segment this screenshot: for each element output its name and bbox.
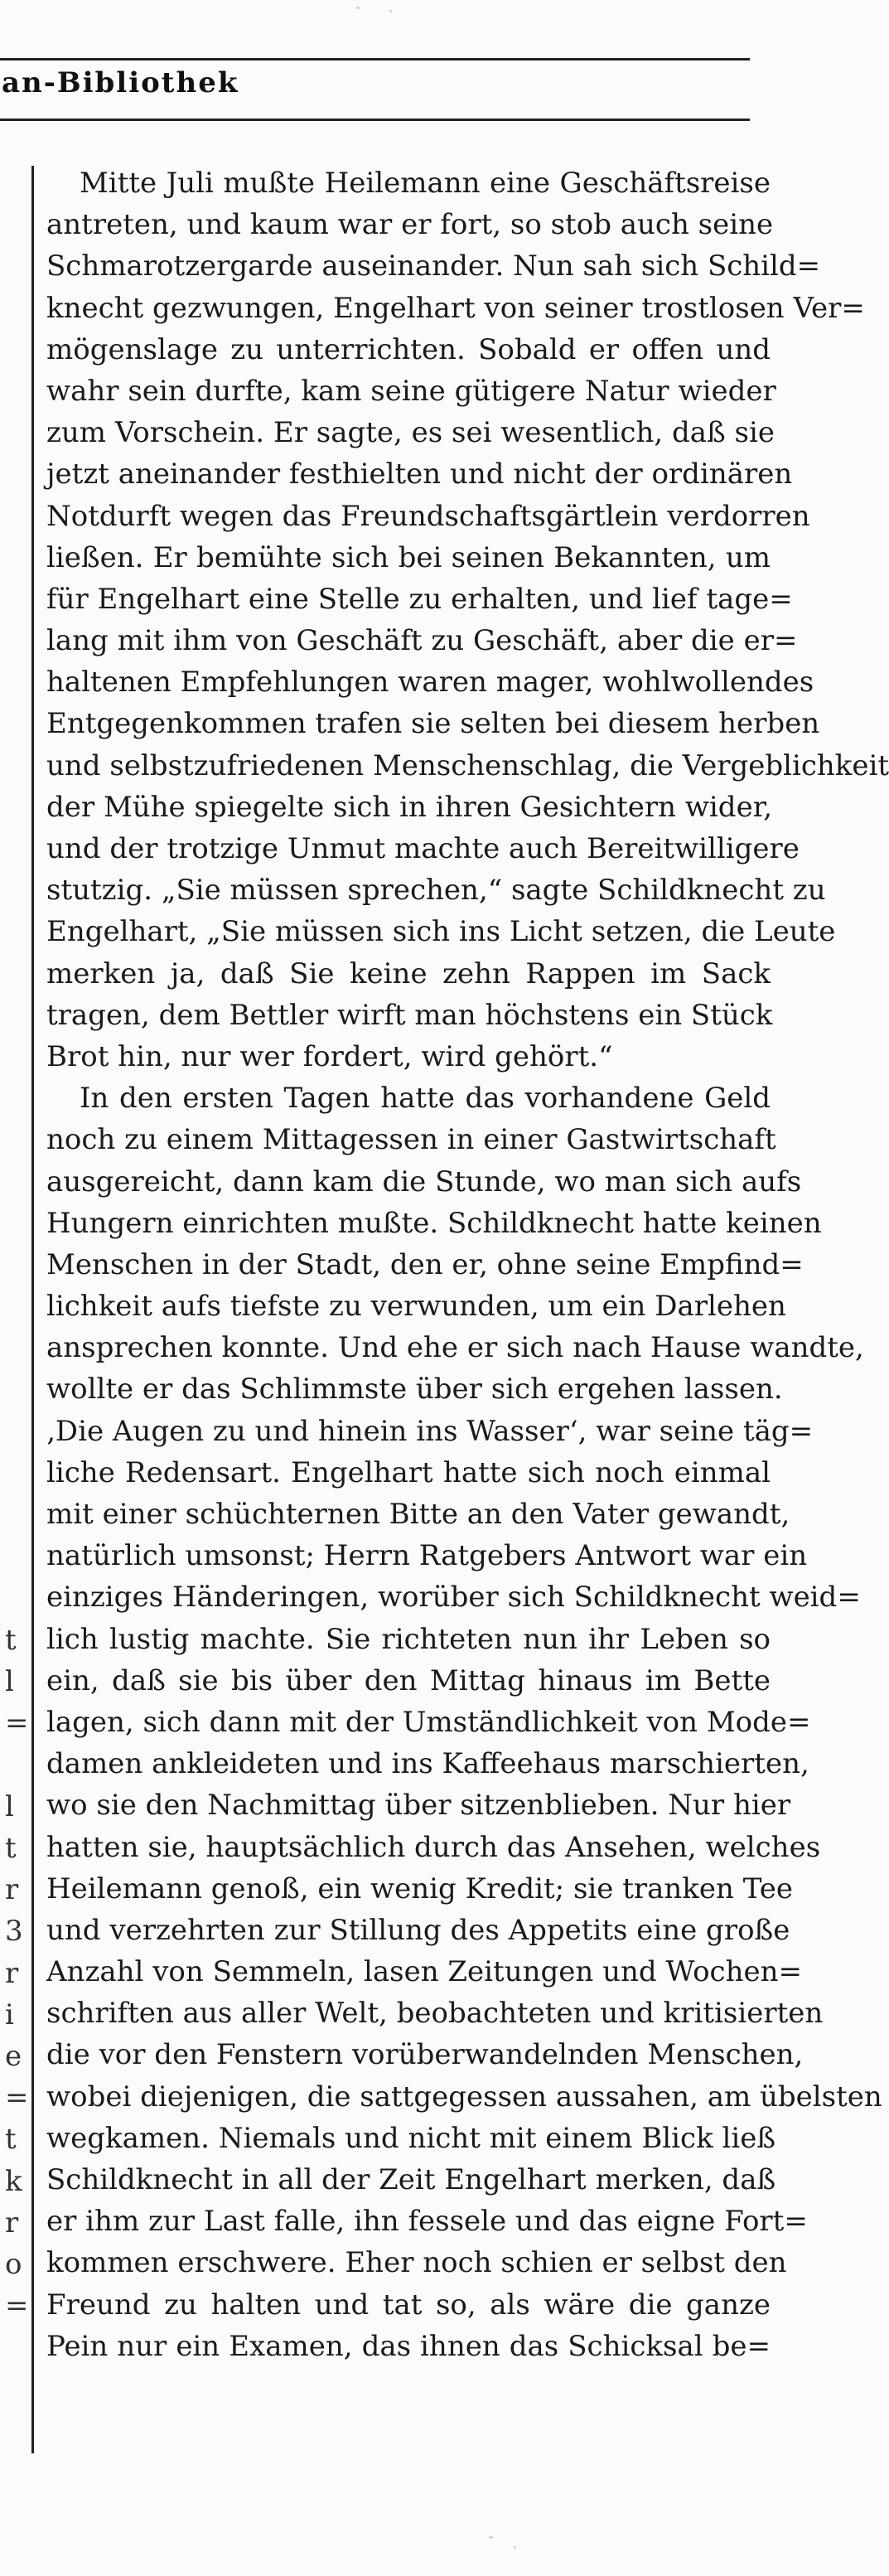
text-line: ließen. Er bemühte sich bei seinen Bekannten, um	[46, 540, 771, 574]
edge-fragment: t	[5, 1832, 17, 1865]
text-line: lich lustig machte. Sie richteten nun ihr Leben so	[46, 1622, 771, 1656]
text-line: lichkeit aufs tiefste zu verwunden, um ein Darlehen	[46, 1290, 786, 1324]
text-line: Anzahl von Semmeln, lasen Zeitungen und Wochen=	[46, 1955, 803, 1989]
text-line: ausgereicht, dann kam die Stunde, wo man sich aufs	[46, 1165, 802, 1198]
text-line: Notdurft wegen das Freundschaftsgärtlein verdorren	[46, 499, 810, 533]
text-line: die vor den Fenstern vorüberwandelnden Menschen,	[46, 2038, 804, 2072]
scan-speckle	[356, 7, 360, 9]
text-line: Hungern einrichten mußte. Schildknecht hatte keinen	[46, 1206, 822, 1240]
text-line: Brot hin, nur wer fordert, wird gehört.“	[46, 1039, 613, 1073]
text-line: antreten, und kaum war er fort, so stob auch seine	[46, 208, 774, 242]
text-line: und selbstzufriedenen Menschenschlag, die Vergeblichkeit	[46, 748, 889, 782]
text-line: Schildknecht in all der Zeit Engelhart merken, daß	[46, 2163, 776, 2196]
running-head: an-Bibliothek	[2, 66, 239, 99]
text-line: hatten sie, hauptsächlich durch das Ansehen, welches	[46, 1830, 821, 1864]
edge-fragment: r	[5, 1873, 19, 1907]
text-line: ein, daß sie bis über den Mittag hinaus im Bette	[46, 1663, 771, 1697]
text-line: mögenslage zu unterrichten. Sobald er offen und	[46, 332, 771, 366]
edge-fragment: =	[5, 1707, 29, 1741]
text-line: haltenen Empfehlungen waren mager, wohlwollendes	[46, 666, 814, 700]
edge-fragment: o	[5, 2248, 22, 2281]
text-line: lagen, sich dann mit der Umständlichkeit von Mode=	[46, 1705, 811, 1739]
text-line: mit einer schüchternen Bitte an den Vater gewandt,	[46, 1498, 790, 1531]
text-line: wo sie den Nachmittag über sitzenblieben. Nur hier	[46, 1789, 791, 1823]
edge-fragment: l	[5, 1665, 14, 1699]
scan-speckle	[489, 2536, 493, 2539]
text-line: tragen, dem Bettler wirft man höchstens ein Stück	[46, 998, 773, 1032]
edge-fragment: r	[5, 1956, 19, 1990]
text-line: damen ankleideten und ins Kaffeehaus marschierten,	[46, 1747, 809, 1781]
text-line: und verzehrten zur Stillung des Appetits eine große	[46, 1913, 790, 1947]
text-line: und der trotzige Unmut machte auch Bereitwilligere	[46, 832, 800, 865]
edge-fragment: =	[5, 2081, 29, 2115]
header-top-rule	[0, 58, 750, 61]
text-line: Freund zu halten und tat so, als wäre die ganze	[46, 2288, 771, 2322]
text-line: wollte er das Schlimmste über sich ergehen lassen.	[46, 1373, 783, 1407]
text-line: kommen erschwere. Eher noch schien er selbst den	[46, 2246, 787, 2280]
edge-fragment: 3	[5, 1915, 23, 1949]
text-line: der Mühe spiegelte sich in ihren Gesichtern wider,	[46, 790, 773, 824]
text-line: Pein nur ein Examen, das ihnen das Schicksal be=	[46, 2329, 771, 2363]
edge-fragment: t	[5, 1624, 17, 1657]
text-line: In den ersten Tagen hatte das vorhandene Geld	[80, 1082, 771, 1116]
column-divider	[31, 166, 34, 2453]
scan-speckle	[389, 10, 392, 12]
text-line: Schmarotzergarde auseinander. Nun sah sich Schild=	[46, 249, 821, 283]
text-line: noch zu einem Mittagessen in einer Gastwirtschaft	[46, 1123, 776, 1157]
neighbor-column-fragments	[5, 0, 28, 2576]
text-line: merken ja, daß Sie keine zehn Rappen im Sack	[46, 956, 771, 990]
text-line: stutzig. „Sie müssen sprechen,“ sagte Schildknecht zu	[46, 874, 826, 908]
edge-fragment: t	[5, 2123, 17, 2157]
body-text	[46, 162, 889, 2367]
text-line: er ihm zur Last falle, ihn fessele und das eigne Fort=	[46, 2205, 808, 2239]
edge-fragment: =	[5, 2289, 29, 2323]
text-line: ansprechen konnte. Und ehe er sich nach Hause wandte,	[46, 1331, 864, 1365]
edge-fragment: e	[5, 2040, 22, 2073]
edge-fragment: k	[5, 2164, 22, 2198]
text-line: wegkamen. Niemals und nicht mit einem Blick ließ	[46, 2121, 776, 2155]
text-line: Mitte Juli mußte Heilemann eine Geschäftsreise	[80, 167, 771, 200]
header-bottom-rule	[0, 119, 750, 121]
text-line: Heilemann genoß, ein wenig Kredit; sie tranken Tee	[46, 1871, 793, 1905]
edge-fragment: l	[5, 1789, 14, 1823]
text-line: wobei diejenigen, die sattgegessen aussahen, am übelsten	[46, 2080, 882, 2114]
text-line: Entgegenkommen trafen sie selten bei diesem herben	[46, 707, 820, 741]
text-line: lang mit ihm von Geschäft zu Geschäft, aber die er=	[46, 624, 798, 658]
edge-fragment: i	[5, 1997, 14, 2031]
text-line: Menschen in der Stadt, den er, ohne seine Empfind=	[46, 1247, 804, 1281]
text-line: jetzt aneinander festhielten und nicht der ordinären	[46, 458, 793, 491]
text-line: zum Vorschein. Er sagte, es sei wesentlich, daß sie	[46, 416, 775, 450]
scan-speckle	[514, 2546, 516, 2549]
text-line: Engelhart, „Sie müssen sich ins Licht setzen, die Leute	[46, 915, 836, 949]
text-line: schriften aus aller Welt, beobachteten und kritisierten	[46, 1997, 824, 2031]
text-line: ‚Die Augen zu und hinein ins Wasser‘, war seine täg=	[46, 1414, 814, 1448]
text-line: knecht gezwungen, Engelhart von seiner trostlosen Ver=	[46, 291, 865, 325]
text-line: für Engelhart eine Stelle zu erhalten, und lief tage=	[46, 582, 793, 616]
edge-fragment: r	[5, 2206, 19, 2239]
text-line: natürlich umsonst; Herrn Ratgebers Antwort war ein	[46, 1539, 808, 1573]
text-line: einziges Händeringen, worüber sich Schildknecht weid=	[46, 1581, 861, 1615]
text-line: wahr sein durfte, kam seine gütigere Natur wieder	[46, 374, 776, 408]
text-line: liche Redensart. Engelhart hatte sich noch einmal	[46, 1455, 771, 1489]
